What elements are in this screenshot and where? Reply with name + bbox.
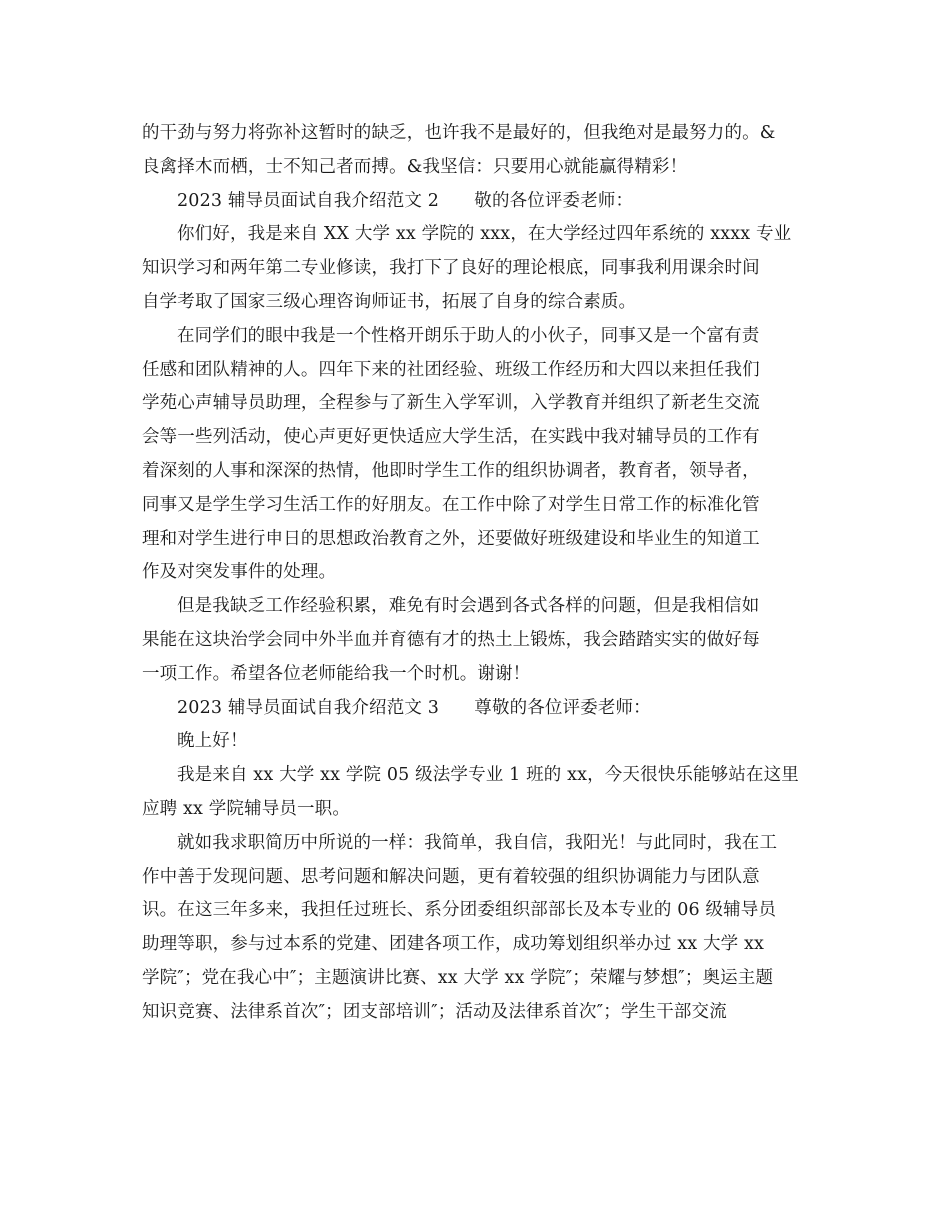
- text-line: 果能在这块治学会同中外半血并育德有才的热土上锻炼，我会踏踏实实的做好每: [142, 629, 760, 650]
- text-line: 自学考取了国家三级心理咨询师证书，拓展了自身的综合素质。: [142, 291, 637, 312]
- text-line: 学苑心声辅导员助理，全程参与了新生入学军训，入学教育并组织了新老生交流: [142, 393, 760, 414]
- text-line: 2023 辅导员面试自我介绍范文 2 敬的各位评委老师：: [177, 190, 634, 211]
- text-line: 作及对突发事件的处理。: [142, 562, 337, 583]
- text-line: 作中善于发现问题、思考问题和解决问题，更有着较强的组织协调能力与团队意: [142, 866, 760, 887]
- text-line: 识。在这三年多来，我担任过班长、系分团委组织部部长及本专业的 06 级辅导员: [142, 900, 777, 921]
- text-line: 2023 辅导员面试自我介绍范文 3 尊敬的各位评委老师：: [177, 697, 651, 718]
- text-line: 的干劲与努力将弥补这暂时的缺乏，也许我不是最好的，但我绝对是最努力的。&: [142, 123, 776, 143]
- text-line: 就如我求职简历中所说的一样：我简单，我自信，我阳光！与此同时，我在工: [177, 832, 778, 853]
- text-line: 我是来自 xx 大学 xx 学院 05 级法学专业 1 班的 xx，今天很快乐能够站在这里: [177, 765, 799, 786]
- text-line: 知识学习和两年第二专业修读，我打下了良好的理论根底，同事我利用课余时间: [142, 258, 760, 279]
- text-line: 理和对学生进行申日的思想政治教育之外，还要做好班级建设和毕业生的知道工: [142, 528, 760, 549]
- text-line: 着深刻的人事和深深的热情，他即时学生工作的组织协调者，教育者，领导者，: [142, 460, 760, 481]
- text-line: 良禽择木而栖，士不知己者而搏。&我坚信：只要用心就能赢得精彩！: [142, 156, 688, 177]
- text-line: 在同学们的眼中我是一个性格开朗乐于助人的小伙子，同事又是一个富有责: [177, 325, 760, 346]
- document-page: [142, 117, 810, 1030]
- text-line: 一项工作。希望各位老师能给我一个时机。谢谢！: [142, 663, 531, 684]
- text-line: 学院″；党在我心中″；主题演讲比赛、xx 大学 xx 学院″；荣耀与梦想″；奥运主题: [142, 967, 774, 988]
- text-line: 知识竞赛、法律系首次″；团支部培训″；活动及法律系首次″；学生干部交流: [142, 1001, 727, 1022]
- text-line: 应聘 xx 学院辅导员一职。: [142, 798, 350, 819]
- text-line: 助理等职，参与过本系的党建、团建各项工作，成功筹划组织举办过 xx 大学 xx: [142, 934, 765, 955]
- text-line: 同事又是学生学习生活工作的好朋友。在工作中除了对学生日常工作的标准化管: [142, 494, 760, 515]
- text-line: 你们好，我是来自 XX 大学 xx 学院的 xxx，在大学经过四年系统的 xxxx 专业: [177, 224, 792, 245]
- text-line: 晚上好！: [177, 731, 248, 752]
- text-line: 任感和团队精神的人。四年下来的社团经验、班级工作经历和大四以来担任我们: [142, 359, 760, 380]
- text-line: 会等一些列活动，使心声更好更快适应大学生活，在实践中我对辅导员的工作有: [142, 427, 760, 448]
- text-line: 但是我缺乏工作经验积累，难免有时会遇到各式各样的问题，但是我相信如: [177, 596, 760, 617]
